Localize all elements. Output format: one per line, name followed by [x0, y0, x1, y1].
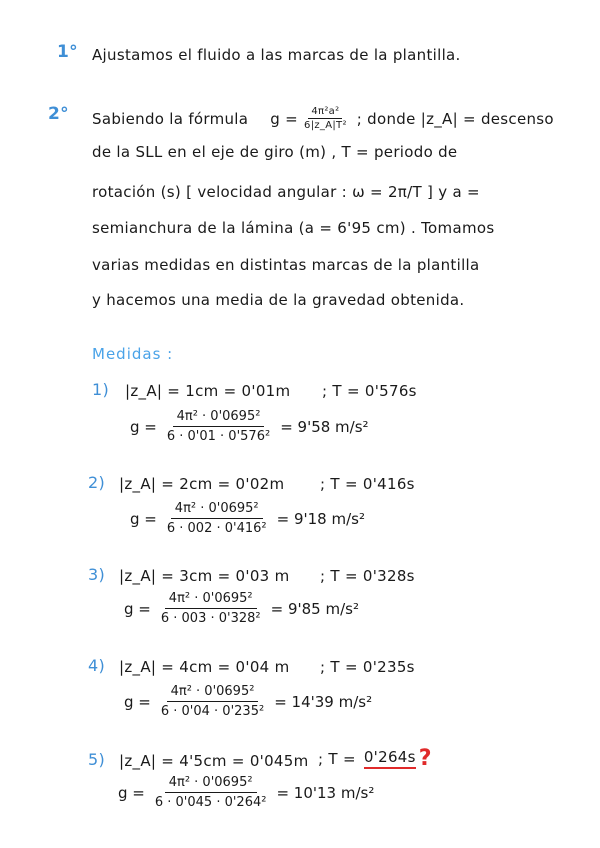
- main-formula-denominator: 6|z_A|T²: [304, 120, 347, 131]
- measurement-5-numerator: 4π² · 0'0695²: [165, 775, 257, 793]
- measurement-2-denominator: 6 · 002 · 0'416²: [166, 521, 267, 536]
- measurement-3-lhs: g =: [124, 599, 151, 618]
- step-2-line-1-prefix: Sabiendo la fórmula: [92, 109, 249, 128]
- step-2-line-3: rotación (s) [ velocidad angular : ω = 2π/T ] y a =: [92, 183, 480, 201]
- measurement-5-za: |z_A| = 4'5cm = 0'045m: [119, 752, 309, 770]
- main-formula: [270, 106, 346, 131]
- measurement-2-za: |z_A| = 2cm = 0'02m: [119, 475, 285, 493]
- measurement-5-period: [318, 746, 432, 771]
- measurement-3-numerator: 4π² · 0'0695²: [165, 591, 257, 609]
- step-2-line-5: varias medidas en distintas marcas de la plantilla: [92, 256, 480, 274]
- measurement-3-formula: [124, 591, 359, 626]
- measurement-5-denominator: 6 · 0'045 · 0'264²: [154, 795, 267, 810]
- measurement-2-formula: [130, 501, 365, 536]
- step-2-line-2: de la SLL en el eje de giro (m) , T = periodo de: [92, 143, 458, 161]
- measurements-title: Medidas :: [92, 345, 174, 363]
- measurement-2-lhs: g =: [130, 509, 157, 528]
- measurement-2-label: 2): [88, 473, 106, 492]
- measurement-2-result: = 9'18 m/s²: [276, 509, 365, 528]
- measurement-3-denominator: 6 · 003 · 0'328²: [160, 611, 261, 626]
- measurement-4-period: ; T = 0'235s: [320, 658, 415, 676]
- main-formula-numerator: 4π²a²: [308, 106, 342, 119]
- measurement-4-formula: [124, 684, 372, 719]
- measurement-5-period-value: 0'264s: [364, 748, 416, 769]
- step-2-line-6: y hacemos una media de la gravedad obtenida.: [92, 291, 465, 309]
- measurement-4-result: = 14'39 m/s²: [274, 692, 373, 711]
- measurement-4-za: |z_A| = 4cm = 0'04 m: [119, 658, 290, 676]
- measurement-1-result: = 9'58 m/s²: [280, 417, 369, 436]
- measurement-3-za: |z_A| = 3cm = 0'03 m: [119, 567, 290, 585]
- step-1-text: Ajustamos el fluido a las marcas de la plantilla.: [92, 46, 461, 64]
- measurement-4-lhs: g =: [124, 692, 151, 711]
- measurement-1-period: ; T = 0'576s: [322, 382, 417, 400]
- measurement-4-fraction: [161, 684, 264, 719]
- measurement-1-formula: [130, 409, 369, 444]
- measurement-3-period: ; T = 0'328s: [320, 567, 415, 585]
- main-formula-fraction: [304, 106, 347, 131]
- step-2-line-4: semianchura de la lámina (a = 6'95 cm) . Tomamos: [92, 219, 495, 237]
- measurement-3-label: 3): [88, 565, 106, 584]
- measurement-1-za: |z_A| = 1cm = 0'01m: [125, 382, 291, 400]
- measurement-5-period-prefix: ; T =: [318, 749, 356, 768]
- measurement-4-denominator: 6 · 0'04 · 0'235²: [160, 704, 265, 719]
- measurement-4-numerator: 4π² · 0'0695²: [167, 684, 259, 702]
- measurement-1-lhs: g =: [130, 417, 157, 436]
- measurement-2-period: ; T = 0'416s: [320, 475, 415, 493]
- step-2-line-1: [92, 106, 554, 131]
- step-2-number: 2°: [48, 104, 69, 124]
- measurement-5-result: = 10'13 m/s²: [276, 783, 375, 802]
- measurement-4-label: 4): [88, 656, 106, 675]
- measurement-5-label: 5): [88, 750, 106, 769]
- measurement-1-fraction: [167, 409, 270, 444]
- measurement-1-denominator: 6 · 0'01 · 0'576²: [166, 429, 271, 444]
- measurement-3-result: = 9'85 m/s²: [270, 599, 359, 618]
- measurement-2-numerator: 4π² · 0'0695²: [171, 501, 263, 519]
- measurement-1-label: 1): [92, 380, 110, 399]
- measurement-2-fraction: [167, 501, 267, 536]
- question-mark-icon: ?: [418, 746, 432, 771]
- measurement-1-numerator: 4π² · 0'0695²: [173, 409, 265, 427]
- step-2-line-1-suffix: ; donde |z_A| = descenso: [356, 109, 554, 128]
- measurement-5-lhs: g =: [118, 783, 145, 802]
- measurement-3-fraction: [161, 591, 261, 626]
- measurement-5-formula: [118, 775, 374, 810]
- step-1-number: 1°: [57, 42, 78, 62]
- main-formula-lhs: g =: [270, 109, 299, 128]
- measurement-5-fraction: [155, 775, 267, 810]
